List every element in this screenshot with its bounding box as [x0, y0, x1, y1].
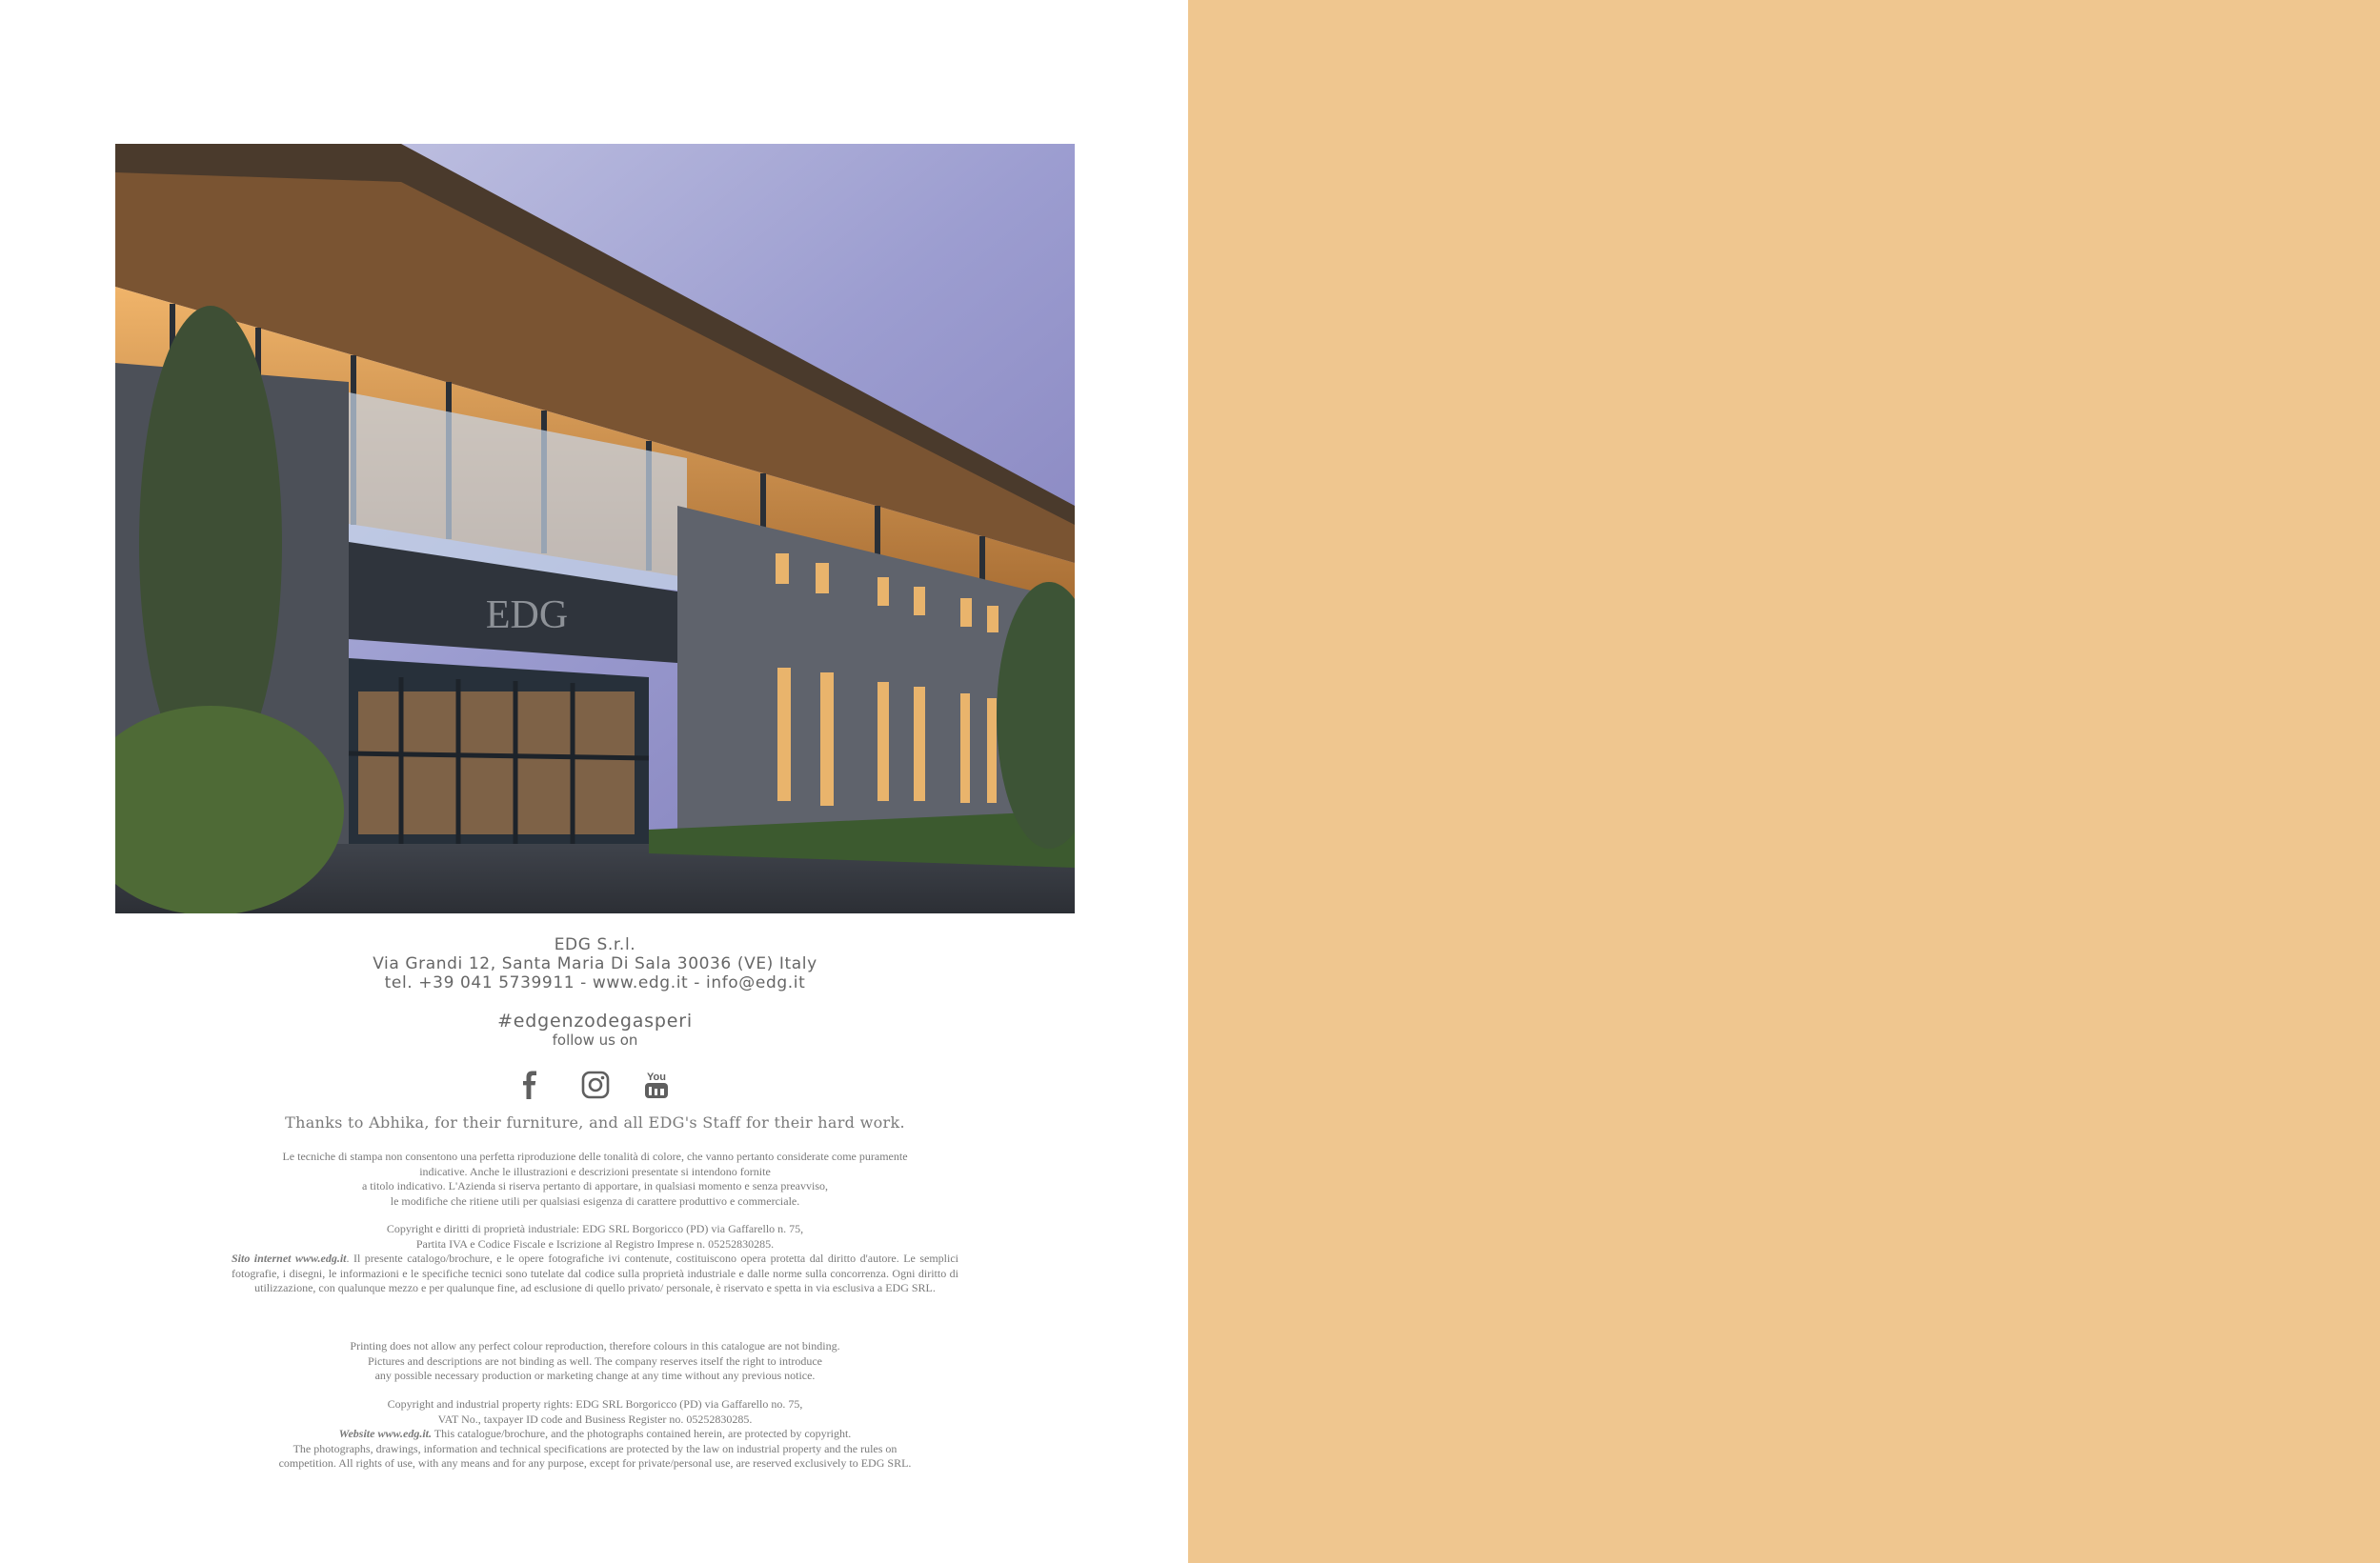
legal-line: Le tecniche di stampa non consentono una perfetta riproduzione delle tonalità di colore, che vanno pertanto considerate come puramente	[282, 1150, 908, 1163]
legal-line: Printing does not allow any perfect colour reproduction, therefore colours in this catalogue are not binding.	[350, 1339, 840, 1353]
legal-line: Pictures and descriptions are not binding as well. The company reserves itself the right to introduce	[368, 1353, 822, 1368]
building-sign-text: EDG	[485, 593, 569, 637]
legal-line: VAT No., taxpayer ID code and Business Register no. 05252830285.	[437, 1412, 753, 1426]
legal-line: Copyright e diritti di proprietà industriale: EDG SRL Borgoricco (PD) via Gaffarello n. 75,	[386, 1222, 804, 1235]
legal-line: indicative. Anche le illustrazioni e descrizioni presentate si intendono fornite	[419, 1164, 771, 1178]
legal-line: competition. All rights of use, with any means and for any purpose, except for private/personal use, are reserved exclusively to EDG SRL.	[278, 1456, 912, 1470]
legal-line: The photographs, drawings, information and technical specifications are protected by the law on industrial property and the rules on	[292, 1441, 898, 1455]
company-address: Via Grandi 12, Santa Maria Di Sala 30036 (VE) Italy	[373, 954, 817, 973]
legal-text: . Il presente catalogo/brochure, e le opere fotografiche ivi contenute, costituiscono opera protetta dal diritto d'autore. Le semplici fotografie, i disegni, le informazioni e le specifiche tecnici sono tutelate dal codice sulla proprietà industriale e dalle norme sulla concorrenza. Ogni diritto di utilizzazione, con qualunque mezzo e per qualunque fine, ad esclusione di quello privato/ personale, è riservato e spetta in via esclusiva a EDG SRL.	[232, 1252, 958, 1294]
social-links	[514, 1069, 676, 1101]
website-link[interactable]: Sito internet www.edg.it	[232, 1252, 347, 1265]
legal-en-paragraph-1	[232, 1339, 958, 1384]
website-link[interactable]: Website www.edg.it.	[338, 1427, 433, 1440]
left-page	[0, 0, 1188, 1563]
facebook-icon[interactable]	[514, 1069, 547, 1101]
contact-block	[115, 935, 1075, 992]
youtube-icon[interactable]	[640, 1069, 673, 1101]
youtube-you-text: You	[647, 1072, 666, 1083]
legal-line: le modifiche che ritiene utili per qualsiasi esigenza di carattere produttivo e commerciale.	[390, 1193, 800, 1208]
legal-it-paragraph-2	[232, 1222, 958, 1296]
legal-en-paragraph-2	[232, 1397, 958, 1472]
right-page-color-panel	[1188, 0, 2380, 1563]
legal-line: Partita IVA e Codice Fiscale e Iscrizione al Registro Imprese n. 05252830285.	[415, 1236, 775, 1251]
legal-line	[232, 1427, 958, 1442]
legal-text: This catalogue/brochure, and the photographs contained herein, are protected by copyright.	[432, 1427, 852, 1440]
hashtag[interactable]: #edgenzodegasperi	[497, 1011, 693, 1032]
instagram-icon[interactable]	[579, 1069, 612, 1101]
legal-it-copyright-body	[232, 1252, 958, 1296]
thanks-note: Thanks to Abhika, for their furniture, and all EDG's Staff for their hard work.	[285, 1113, 905, 1132]
company-name: EDG S.r.l.	[554, 935, 636, 954]
legal-line: Copyright and industrial property rights: EDG SRL Borgoricco (PD) via Gaffarello no. 75,	[387, 1397, 803, 1411]
legal-line: a titolo indicativo. L'Azienda si riserva pertanto di apportare, in qualsiasi momento e senza preavviso,	[361, 1179, 828, 1192]
legal-line: any possible necessary production or marketing change at any time without any previous notice.	[374, 1369, 816, 1382]
follow-label: follow us on	[552, 1032, 638, 1049]
legal-it-paragraph-1	[232, 1150, 958, 1209]
building-photo	[115, 144, 1075, 913]
company-contact-line[interactable]: tel. +39 041 5739911 - www.edg.it - info@edg.it	[384, 973, 806, 992]
